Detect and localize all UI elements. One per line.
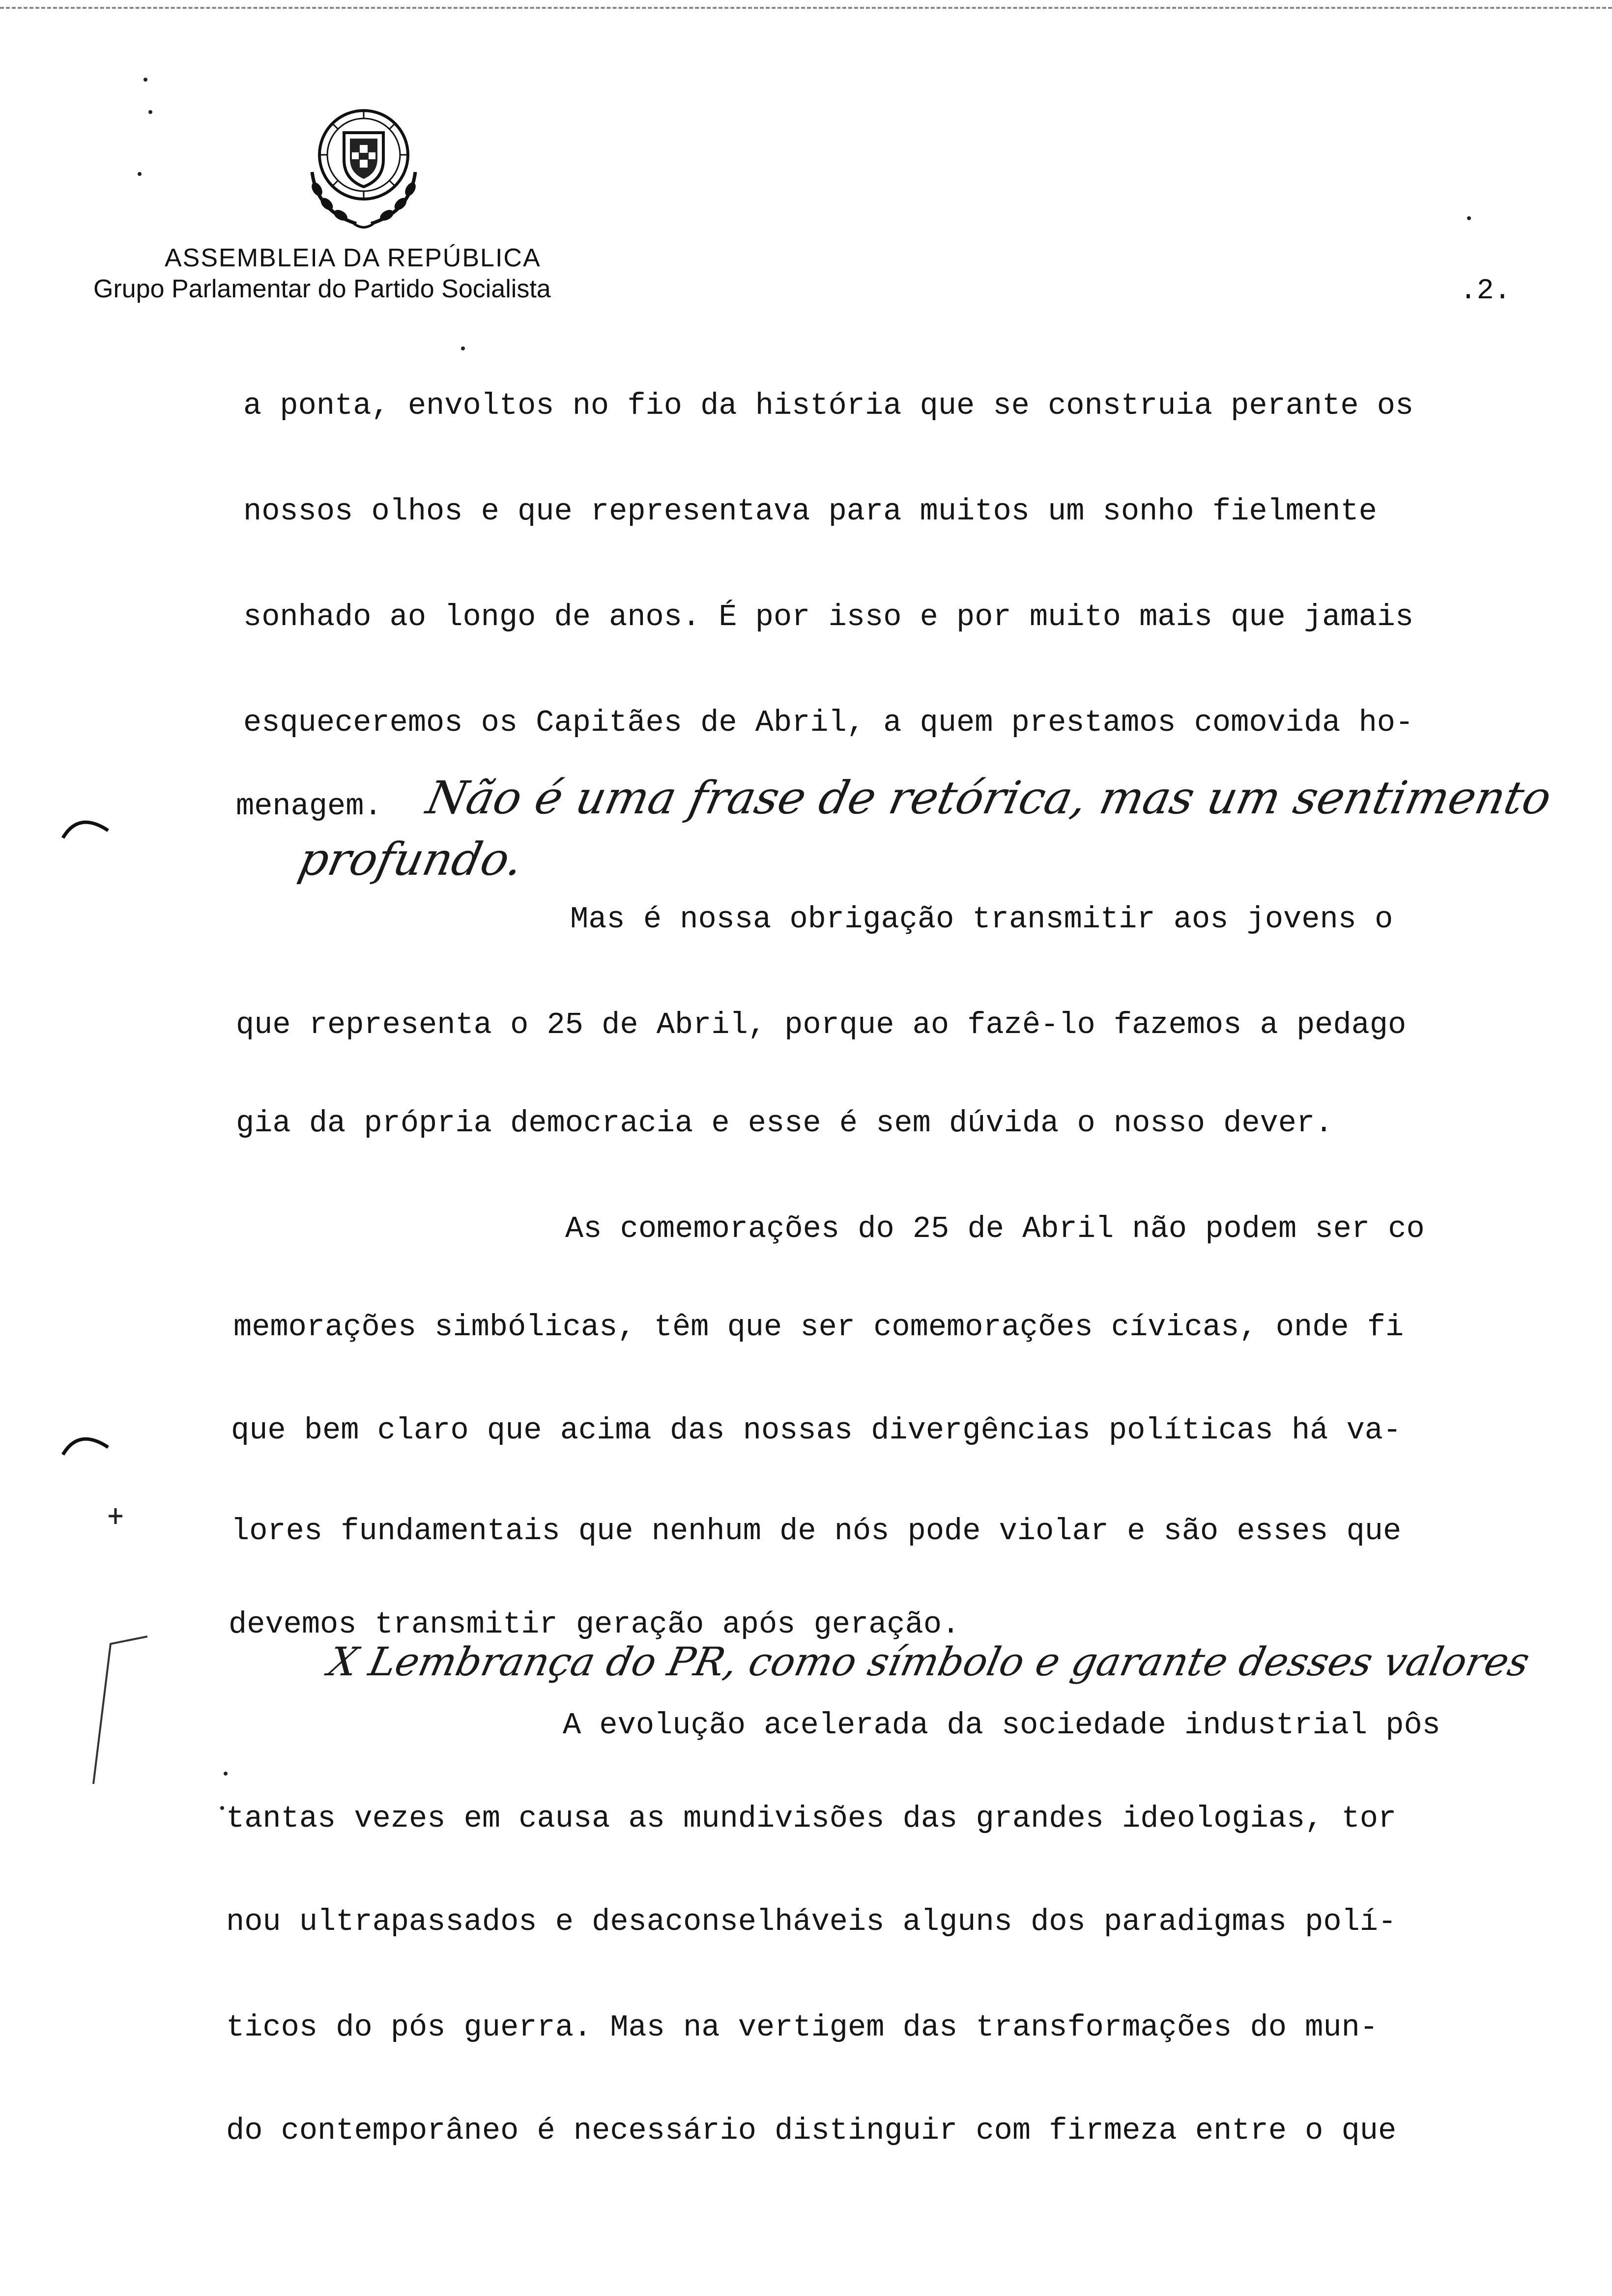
margin-bracket-mark — [84, 1632, 152, 1789]
margin-arc-mark — [59, 1425, 113, 1460]
text-line: que bem claro que acima das nossas divergências políticas há va- — [231, 1413, 1402, 1448]
handwritten-annotation: Não é uma frase de retórica, mas um sentimento — [422, 772, 1556, 824]
institution-name: ASSEMBLEIA DA REPÚBLICA — [165, 244, 541, 272]
text-line: lores fundamentais que nenhum de nós pode violar e são esses que — [231, 1514, 1402, 1549]
text-line: que representa o 25 de Abril, porque ao fazê-lo fazemos a pedago — [236, 1007, 1407, 1042]
speck — [138, 172, 142, 176]
handwritten-annotation: profundo. — [294, 833, 528, 886]
handwritten-annotation: X Lembrança do PR, como símbolo e garante desses valores — [324, 1639, 1534, 1685]
parliamentary-group-name: Grupo Parlamentar do Partido Socialista — [93, 275, 551, 303]
text-line: ticos do pós guerra. Mas na vertigem das transformações do mun- — [226, 2010, 1378, 2045]
text-line: As comemorações do 25 de Abril não podem ser co — [565, 1211, 1425, 1246]
speck — [1467, 216, 1471, 220]
text-line: esqueceremos os Capitães de Abril, a quem prestamos comovida ho- — [243, 705, 1414, 740]
speck — [220, 1806, 224, 1810]
speck — [148, 110, 152, 114]
text-line: memorações simbólicas, têm que ser comemorações cívicas, onde fi — [233, 1310, 1404, 1345]
text-line: menagem. — [236, 789, 382, 824]
text-line: sonhado ao longo de anos. É por isso e por muito mais que jamais — [243, 600, 1414, 634]
speck — [224, 1772, 228, 1776]
text-line: gia da própria democracia e esse é sem dúvida o nosso dever. — [236, 1106, 1333, 1141]
text-line: A evolução acelerada da sociedade industrial pôs — [563, 1708, 1440, 1743]
margin-cross-mark — [106, 1506, 125, 1526]
text-line: a ponta, envoltos no fio da história que se construia perante os — [243, 388, 1414, 423]
text-line: tantas vezes em causa as mundivisões das grandes ideologias, tor — [226, 1801, 1397, 1836]
text-line: nou ultrapassados e desaconselháveis alguns dos paradigmas polí- — [226, 1904, 1397, 1939]
page-number: .2. — [1460, 275, 1511, 307]
speck — [144, 78, 147, 82]
portuguese-coat-of-arms-icon — [302, 98, 425, 238]
text-line: do contemporâneo é necessário distinguir com firmeza entre o que — [226, 2113, 1397, 2148]
speck — [461, 346, 465, 350]
text-line: nossos olhos e que representava para muitos um sonho fielmente — [243, 494, 1377, 529]
scan-edge-line — [0, 7, 1612, 9]
margin-arc-mark — [59, 808, 113, 843]
text-line: devemos transmitir geração após geração. — [229, 1607, 960, 1642]
text-line: Mas é nossa obrigação transmitir aos jovens o — [570, 902, 1393, 937]
